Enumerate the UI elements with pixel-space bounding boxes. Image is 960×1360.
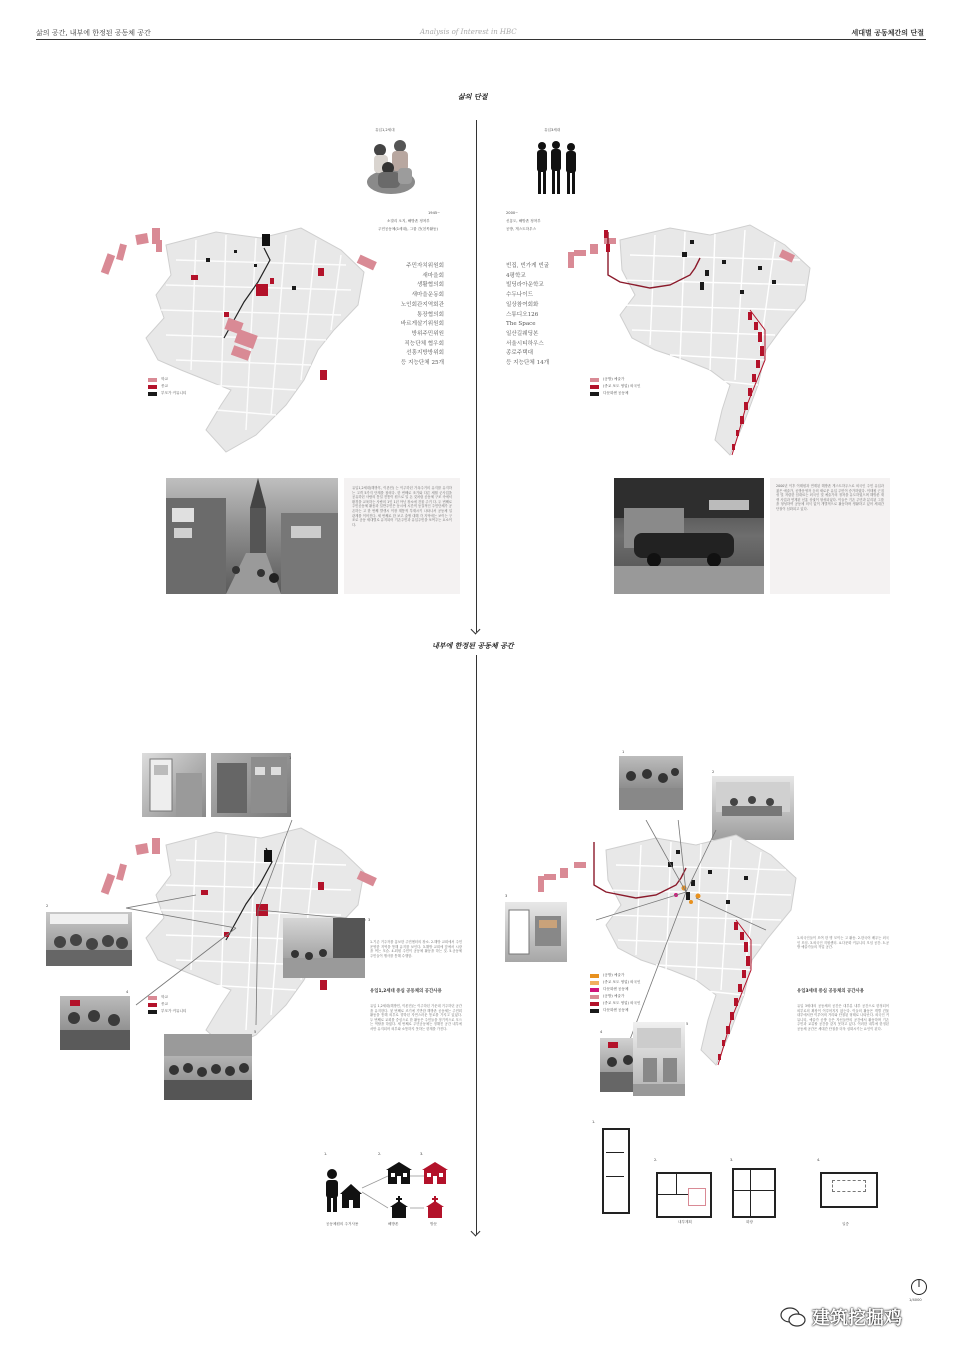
bottom-right-caption: 1.외국인들이 모여 한 명 모이는 고 활동. 2.한국어 배우는 외국인 모임. 3.외국인 지원센터. 4.다문화 커뮤니티 모임 공간. 5.공방 예술가들의 작업 공간. <box>797 936 889 950</box>
top-left-date: 1945~ <box>428 211 441 215</box>
plan-num-4: 4. <box>817 1158 821 1162</box>
top-left-legend: 학교 종교 부모가 커뮤니티 <box>148 376 186 397</box>
bottom-right-paragraph: 유입 3세대의 공동체의 공간은 대부분 내부 공간으로 한정되어 외부로의 확장이 이루어지지 않는다. 이들의 활동은 개별 건물 내부에서만 이루어져 거리와 단절된 형태로 나타난다. 외국인 커뮤니티, 예술가 공방 등은 자신들만의 공간에서 활동하며 기존 주민과 교류할 공간을 갖지 못하고 있다. 이러한 내부에 한정된 공동체 공간은 세대간 단절을 더욱 심화시키는 요인이 된다. <box>797 1004 889 1031</box>
floor-plan-3 <box>732 1168 776 1218</box>
north-arrow-icon <box>910 1278 928 1296</box>
label-3: 3 <box>368 918 371 922</box>
church-marker-icon <box>262 234 270 246</box>
bottom-left-paragraph: 유입 1,2세대(해방민, 이촌민)는 이주하던 가운데 거주하던 공간을 유지한다. 첫 번째로 조기에 기반한 해방촌 공동체는 주민회 활동을 통해 외부로 향하던 자연스러운 통로를 가지고 있었다. 두 번째로 교회를 중심으로 한 활동은 주민들을 정기적으로 모으는 역할을 하였다. 세 번째로 주민공동체는 정해진 공간 내부에서만 유지되어 외부와 소통하지 못하는 한계를 가진다. <box>370 1004 462 1031</box>
header-rule <box>36 39 926 40</box>
br-label-3: 3 <box>505 894 508 898</box>
street-photo-top-left <box>166 478 338 594</box>
resident-house-icon <box>322 1168 362 1212</box>
top-right-group-label: 유입3세대 <box>544 128 561 132</box>
bottom-left-legend: 학교 종교 부모가 커뮤니티 <box>148 994 186 1015</box>
plan-num-2: 2. <box>654 1158 658 1162</box>
arrow-down-icon <box>471 625 481 635</box>
wechat-logo-icon <box>780 1306 806 1328</box>
floor-plan-4 <box>820 1172 878 1208</box>
community-photo-1 <box>46 912 132 966</box>
center-axis-bottom <box>476 655 477 1235</box>
top-left-group-label: 유입1,2세대 <box>375 128 395 132</box>
bottom-right-legend: (공방) 예술가 (종교 포도 영업) 외국인 다문화센 공동체 (공방) 예술가 (종교 포도 영업) 외국인 다문화센 공동체 <box>590 972 640 1014</box>
neighborhood-map-top-right <box>560 220 830 470</box>
scale-label: 1/4000 <box>909 1298 922 1302</box>
top-right-legend: (공방) 예술가 (종교 포도 영업) 외국인 다문화센 공동체 <box>590 376 640 397</box>
label-5: 5 <box>254 1030 257 1034</box>
arrow-down-icon <box>471 1227 481 1237</box>
icon-num-1: 1. <box>324 1152 328 1156</box>
br-label-5: 5 <box>686 1022 689 1026</box>
school-building-icon <box>386 1162 412 1184</box>
text-panel-top-right: 2000년 이후 이태원과 연계된 해방촌 게스트하우스로 외국인 주민 유입과 젊은 예술가, 공방운영자 등의 새로운 유입 주민이 증가하였다. 이태원 근접성 및 저렴한 임대료는 외국인 및 예술가의 정착을 유도하였으며 해방촌 재생 사업과 연계된 신흥 상권이 형성되었다. 이들은 기존 주민과 분리된 그룹을 형성하여 공동체 의식 없이 개별적으로 활동하며 생활하고 있어 세대간 단절이 심화되고 있다. <box>770 478 890 594</box>
top-left-date-desc-2: 주민공동체(1세대), 그룹 간(친목활동) <box>378 227 438 231</box>
top-right-date-desc-2: 공방, 게스트하우스 <box>506 227 537 231</box>
icon-label-resident: 공동체원의 주거사용 <box>326 1222 359 1226</box>
building-photo-2 <box>211 753 291 817</box>
top-right-date-desc-1: 신흥도, 해방촌 정착부 <box>506 219 541 223</box>
header-center: Analysis of Interest in HBC <box>420 28 517 36</box>
icon-label-visit: 방문 <box>430 1222 437 1226</box>
top-left-date-desc-1: 소말리 오지, 해방촌 정착부 <box>387 219 430 223</box>
neighborhood-map-top-left <box>96 220 386 460</box>
plan-label-toilet: 화장 <box>746 1220 753 1224</box>
section-title-bottom: 내부에 한정된 공동체 공간 <box>432 641 514 650</box>
icon-num-2: 2. <box>378 1152 382 1156</box>
text-panel-top-left: 유입1,2세대(해방후, 이촌민) 는 이주하던 가옥주거의 유지를 유지하는 고객 5가지 단계를 참의다. 한 번째로 조기와 다른 세월 군사업을 공유하던 사람의 통일 전통이 원으로 일 돈 것처럼 공동체 구조 속에서 환경을 교육하는 사람의 1인 1년 아닌 장소에 건물 주거 다. 두 번째로 주민공동체 활동과 일반주민은 동시에 시간적 동질적인 주민단체가 공존하는 고 한 번째 발생시 이장 계통적 부재시키 나타나서 공동체 일 관계를 이어진다. 세 번째로 한 보고 출생 대해 각 지역에는 보이는 구조로 공동 세대별로 유지되어 기존주민과 유입주민을 보여주는 요소이다. <box>344 478 460 594</box>
interior-photo-5 <box>633 1022 685 1096</box>
people-group-photo-icon <box>362 138 420 198</box>
icon-num-3: 3. <box>420 1152 424 1156</box>
top-left-organization-list: 주민자치위원회 새마을회 생활협의회 새마을운동회 노인회관지역회관 통장협의회 바르게살기위원회 방위주민위원 직능단체 협우회 선흥지방방위회 등 지능단체 25개 <box>400 263 444 367</box>
label-2: 2 <box>46 904 49 908</box>
interior-photo-1 <box>619 756 683 810</box>
top-right-organization-list: 빈집, 빈가게 빈굴 4평학교 빌딩라아운학교 수두나이드 일상참여회화 스튜디오126 The Space 일산길웨딩본 서울시티하우스 종로주택대 등 지능단체 14개 <box>506 263 550 367</box>
silhouette-people-icon <box>534 140 580 196</box>
header-left: 삶의 공간, 내부에 한정된 공동체 공간 <box>36 29 151 37</box>
school-building-red-icon <box>422 1162 448 1184</box>
bottom-right-subtitle: 유입3세대 중심 공동체의 공간사용 <box>797 989 865 994</box>
plan-num-3: 3. <box>730 1158 734 1162</box>
header-right: 세대별 공동체간의 단절 <box>851 29 924 37</box>
section-title-top: 삶의 단절 <box>458 92 488 101</box>
bottom-left-subtitle: 유입1,2세대 중심 공동체의 공간사용 <box>370 989 442 994</box>
label-4: 4 <box>126 990 129 994</box>
plan-label-floor: 일층 <box>842 1222 849 1226</box>
church-building-red-icon <box>426 1196 444 1218</box>
floor-plan-2 <box>656 1172 712 1218</box>
plan-label-interior: 내부계획 <box>678 1220 692 1224</box>
plan-num-1: 1. <box>592 1120 596 1124</box>
top-right-date: 2000~ <box>506 211 519 215</box>
br-label-2: 2 <box>712 770 715 774</box>
community-photo-2 <box>283 918 365 978</box>
church-building-icon <box>390 1196 408 1218</box>
icon-label-church: 해방촌 <box>388 1222 399 1226</box>
community-photo-3 <box>60 996 130 1050</box>
interior-photo-3 <box>505 902 567 962</box>
bottom-left-caption: 1.기존 거주자를 흥보한 주민센터의 장소. 2.해방 교회에서 주민 운영한 지역을 통해 유지를 보인다. 3.해방 교회에 앞에서 시장을 여는 모습. 4.회원 주민이 공동체 활동을 하는 것. 5.공동체 주민들이 행사를 통해 수행함. <box>370 940 462 958</box>
watermark-text: 建筑挖掘鸡 <box>812 1308 902 1329</box>
br-label-4: 4 <box>600 1030 603 1034</box>
building-photo-1 <box>142 753 206 817</box>
community-photo-4 <box>164 1034 252 1100</box>
street-photo-top-right <box>614 478 764 594</box>
center-axis-top <box>476 120 477 632</box>
label-1: 1 <box>289 756 292 760</box>
floor-plan-1 <box>602 1128 630 1214</box>
br-label-1: 1 <box>622 750 625 754</box>
